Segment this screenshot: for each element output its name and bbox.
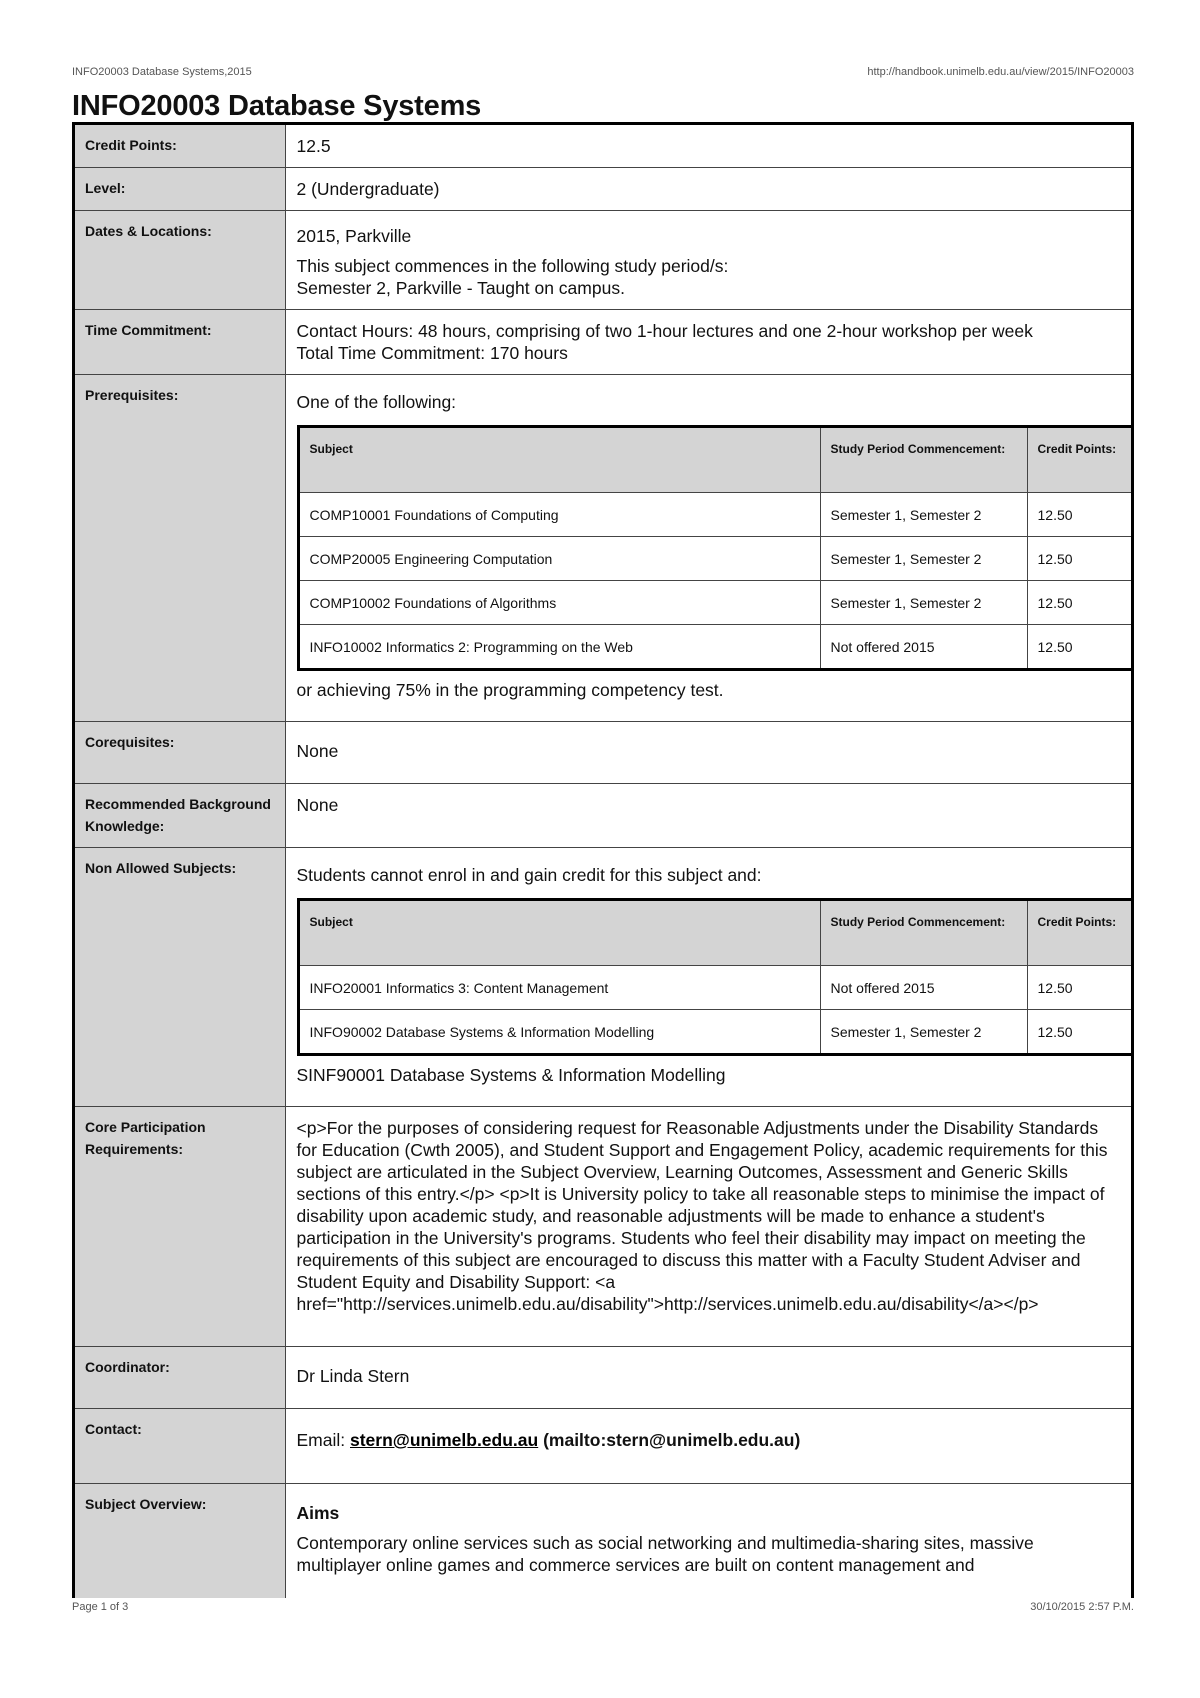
row-non-allowed-subjects [75, 848, 1131, 1107]
table-row [298, 537, 1134, 581]
non-allowed-outro: SINF90001 Database Systems & Information Modelling [296, 1065, 726, 1085]
overview-text: Contemporary online services such as social networking and multimedia-sharing sites, massive multiplayer online games and commerce services are built on content management and [296, 1533, 1034, 1575]
value-level: 2 (Undergraduate) [285, 168, 1131, 211]
value-core-participation: <p>For the purposes of considering request for Reasonable Adjustments under the Disability Standards for Education (Cwth 2005), and Student Support and Engagement Policy, academic requirements for this subject are articulated in the Subject Overview, Learning Outcomes, Assessment and Generic Skills sections of this entry.</p> <p>It is University policy to take all reasonable steps to minimise the impact of disability upon academic study, and reasonable adjustments will be made to enhance a student's participation in the University's programs. Students who feel their disability may impact on meeting the requirements of this subject are encouraged to discuss this matter with a Faculty Student Adviser and Student Equity and Disability Support: <a href="http://services.unimelb.edu.au/disability">http://services.unimelb.edu.au/disability</a></p> [285, 1107, 1131, 1347]
overview-heading: Aims [296, 1503, 340, 1523]
contact-email-prefix: Email: [296, 1430, 346, 1450]
label-level: Level: [75, 168, 285, 211]
prereq-col-points: Credit Points: [1027, 427, 1134, 493]
prereq-subject: COMP10001 Foundations of Computing [298, 493, 820, 537]
non-allowed-period: Not offered 2015 [820, 966, 1027, 1010]
prereq-points: 12.50 [1027, 493, 1134, 537]
row-subject-overview [75, 1484, 1131, 1599]
prereq-period: Semester 1, Semester 2 [820, 493, 1027, 537]
prereq-points: 12.50 [1027, 537, 1134, 581]
non-allowed-subject: INFO20001 Informatics 3: Content Management [298, 966, 820, 1010]
row-dates-locations [75, 211, 1131, 310]
table-row [298, 493, 1134, 537]
value-subject-overview [285, 1484, 1131, 1599]
page-header-left: INFO20003 Database Systems,2015 [72, 66, 252, 78]
non-allowed-col-period: Study Period Commencement: [820, 900, 1027, 966]
prereq-period: Semester 1, Semester 2 [820, 537, 1027, 581]
non-allowed-period: Semester 1, Semester 2 [820, 1010, 1027, 1055]
non-allowed-intro: Students cannot enrol in and gain credit for this subject and: [296, 865, 762, 885]
non-allowed-col-points: Credit Points: [1027, 900, 1134, 966]
prereq-intro: One of the following: [296, 392, 457, 412]
table-row [298, 1010, 1134, 1055]
prereq-outro: or achieving 75% in the programming competency test. [296, 680, 724, 700]
label-core-participation: Core Participation Requirements: [75, 1107, 285, 1347]
prereq-subject: COMP20005 Engineering Computation [298, 537, 820, 581]
contact-email-link[interactable]: stern@unimelb.edu.au [350, 1430, 539, 1450]
label-non-allowed-subjects: Non Allowed Subjects: [75, 848, 285, 1107]
prereq-points: 12.50 [1027, 625, 1134, 670]
dates-intro: This subject commences in the following study period/s: [296, 256, 729, 276]
value-prerequisites [285, 375, 1131, 722]
value-recommended-knowledge: None [285, 784, 1131, 848]
row-time-commitment [75, 310, 1131, 375]
print-timestamp: 30/10/2015 2:57 P.M. [1030, 1601, 1134, 1613]
table-row [298, 581, 1134, 625]
table-row [298, 966, 1134, 1010]
contact-hours: Contact Hours: 48 hours, comprising of two 1-hour lectures and one 2-hour workshop per week [296, 321, 1033, 341]
non-allowed-subject: INFO90002 Database Systems & Information Modelling [298, 1010, 820, 1055]
value-credit-points: 12.5 [285, 125, 1131, 168]
row-level [75, 168, 1131, 211]
prereq-subject: INFO10002 Informatics 2: Programming on the Web [298, 625, 820, 670]
prereq-col-subject: Subject [298, 427, 820, 493]
subject-details-table [72, 122, 1134, 1598]
non-allowed-table [297, 898, 1135, 1056]
value-contact [285, 1409, 1131, 1484]
page-header-url: http://handbook.unimelb.edu.au/view/2015/INFO20003 [867, 66, 1134, 78]
page-number: Page 1 of 3 [72, 1601, 129, 1613]
row-credit-points [75, 125, 1131, 168]
non-allowed-header-row [298, 900, 1134, 966]
prereq-subject: COMP10002 Foundations of Algorithms [298, 581, 820, 625]
label-coordinator: Coordinator: [75, 1347, 285, 1409]
prereq-period: Semester 1, Semester 2 [820, 581, 1027, 625]
label-corequisites: Corequisites: [75, 722, 285, 784]
row-core-participation [75, 1107, 1131, 1347]
contact-mailto: (mailto:stern@unimelb.edu.au) [543, 1430, 801, 1450]
label-recommended-knowledge: Recommended Background Knowledge: [75, 784, 285, 848]
prereq-points: 12.50 [1027, 581, 1134, 625]
row-corequisites [75, 722, 1131, 784]
total-time: Total Time Commitment: 170 hours [296, 343, 568, 363]
label-credit-points: Credit Points: [75, 125, 285, 168]
label-prerequisites: Prerequisites: [75, 375, 285, 722]
dates-period: Semester 2, Parkville - Taught on campus. [296, 278, 625, 298]
non-allowed-points: 12.50 [1027, 1010, 1134, 1055]
value-time-commitment [285, 310, 1131, 375]
value-coordinator: Dr Linda Stern [285, 1347, 1131, 1409]
prereq-col-period: Study Period Commencement: [820, 427, 1027, 493]
non-allowed-points: 12.50 [1027, 966, 1134, 1010]
label-dates-locations: Dates & Locations: [75, 211, 285, 310]
row-coordinator [75, 1347, 1131, 1409]
dates-campus: 2015, Parkville [296, 226, 412, 246]
prereq-period: Not offered 2015 [820, 625, 1027, 670]
page-title: INFO20003 Database Systems [72, 90, 482, 122]
label-subject-overview: Subject Overview: [75, 1484, 285, 1599]
prereq-header-row [298, 427, 1134, 493]
non-allowed-col-subject: Subject [298, 900, 820, 966]
row-contact [75, 1409, 1131, 1484]
value-non-allowed-subjects [285, 848, 1131, 1107]
label-time-commitment: Time Commitment: [75, 310, 285, 375]
value-dates-locations [285, 211, 1131, 310]
row-recommended-knowledge [75, 784, 1131, 848]
label-contact: Contact: [75, 1409, 285, 1484]
value-corequisites: None [285, 722, 1131, 784]
row-prerequisites [75, 375, 1131, 722]
prereq-table [297, 425, 1135, 671]
table-row [298, 625, 1134, 670]
